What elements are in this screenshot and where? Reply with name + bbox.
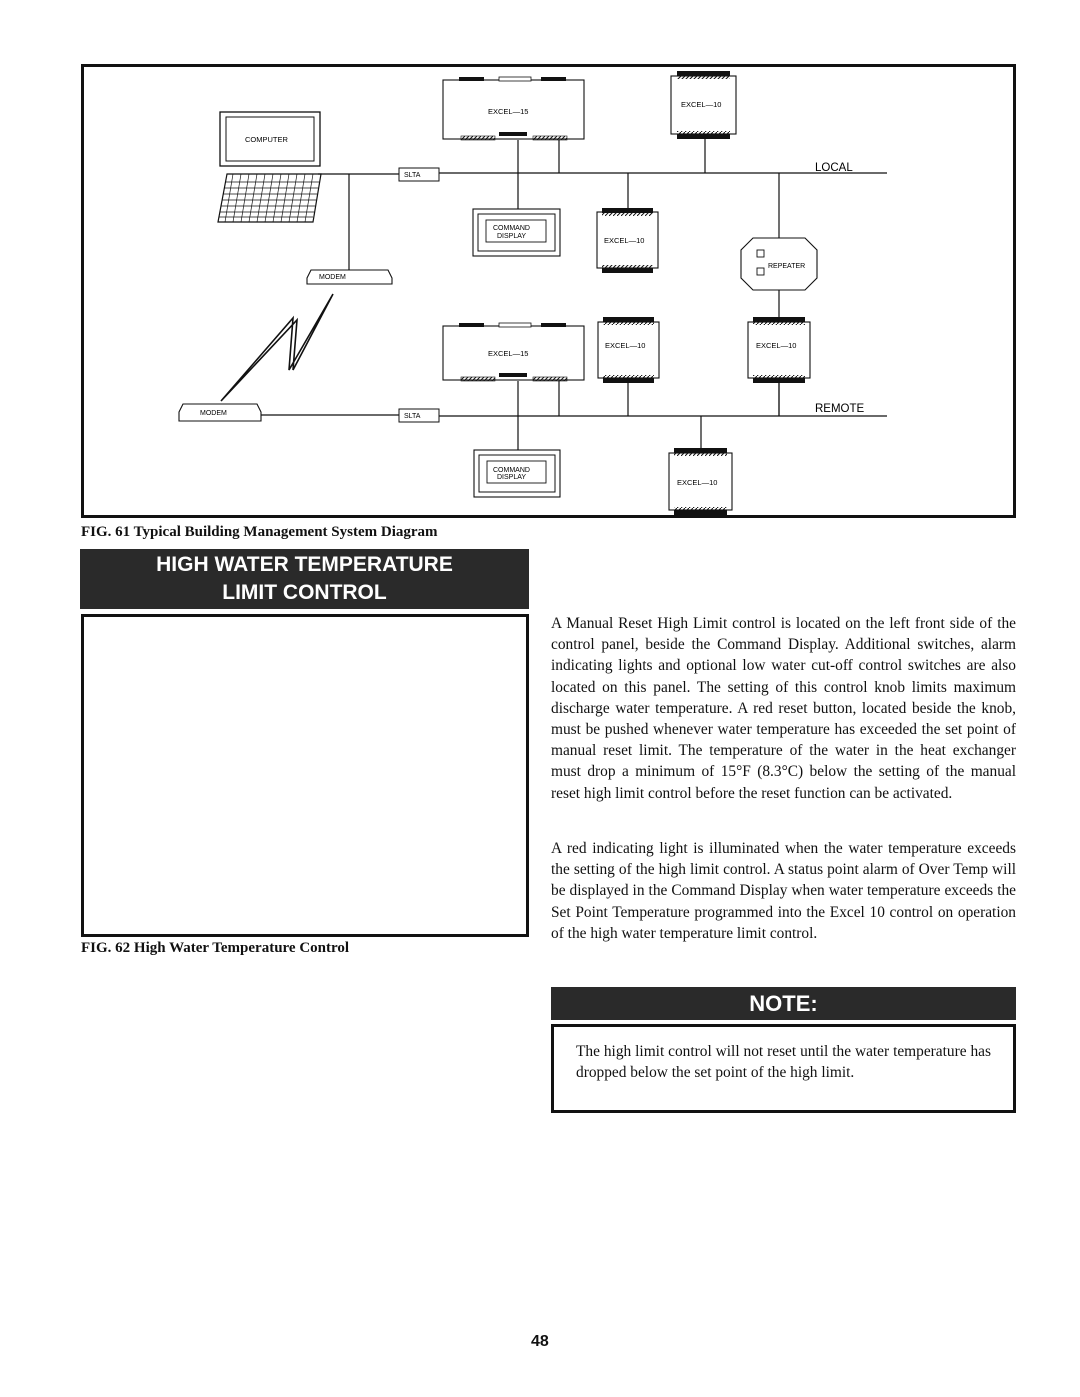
modem-icon	[179, 404, 261, 421]
excel10-label-5: EXCEL—10	[677, 478, 718, 487]
excel10-label-4: EXCEL—10	[756, 341, 797, 350]
slta-label-top: SLTA	[404, 172, 421, 179]
note-heading: NOTE:	[551, 987, 1016, 1020]
page-number: 48	[531, 1333, 549, 1350]
figure-62-image-frame	[81, 614, 529, 937]
remote-label: REMOTE	[815, 403, 865, 415]
body-paragraph-2: A red indicating light is illuminated when the water temperature exceeds the setting of the high limit control. A status point alarm of Over Temp will be displayed in the Command Display when water temperature exceeds the Set Point Temperature programmed into the Excel 10 control on operation of the high water temperature limit control.	[551, 840, 1016, 942]
repeater-label: REPEATER	[768, 263, 806, 270]
excel15-label-bottom: EXCEL—15	[488, 349, 529, 358]
command-label-bottom-2: DISPLAY	[497, 474, 527, 481]
excel15-label-top: EXCEL—15	[488, 107, 529, 116]
section-title-line1: HIGH WATER TEMPERATURE	[156, 553, 453, 576]
excel10-label-1: EXCEL—10	[681, 100, 722, 109]
modem-icon	[307, 270, 392, 284]
command-label-bottom-1: COMMAND	[493, 467, 530, 474]
body-paragraph-1: A Manual Reset High Limit control is located on the left front side of the control panel, beside the Command Display. Additional switches, alarm indicating lights and optional low water cut-off control switches are also located on this panel. The setting of this control knob limits maximum discharge water temperature. A red reset button, located beside the knob, must be pushed whenever water temperature has exceeded the set point of manual reset limit. The temperature of the water in the heat exchanger must drop a minimum of 15°F (8.3°C) below the setting of the manual reset high limit control before the reset function can be activated.	[551, 615, 1016, 802]
figure-61-caption: FIG. 61 Typical Building Management System Diagram	[81, 524, 438, 540]
computer-label: COMPUTER	[245, 135, 288, 144]
modem-label-top: MODEM	[319, 274, 346, 281]
modem-label-bottom: MODEM	[200, 410, 227, 417]
excel10-label-2: EXCEL—10	[604, 236, 645, 245]
note-box	[551, 1024, 1016, 1113]
command-label-top-1: COMMAND	[493, 225, 530, 232]
note-text: The high limit control will not reset until the water temperature has dropped below the set point of the high limit.	[576, 1043, 991, 1082]
command-label-top-2: DISPLAY	[497, 233, 527, 240]
slta-label-bottom: SLTA	[404, 413, 421, 420]
section-title-line2: LIMIT CONTROL	[222, 581, 387, 604]
building-management-diagram	[81, 64, 1016, 518]
section-title-banner	[80, 549, 529, 609]
figure-62-caption: FIG. 62 High Water Temperature Control	[81, 940, 350, 956]
local-label: LOCAL	[815, 162, 853, 174]
excel10-label-3: EXCEL—10	[605, 341, 646, 350]
